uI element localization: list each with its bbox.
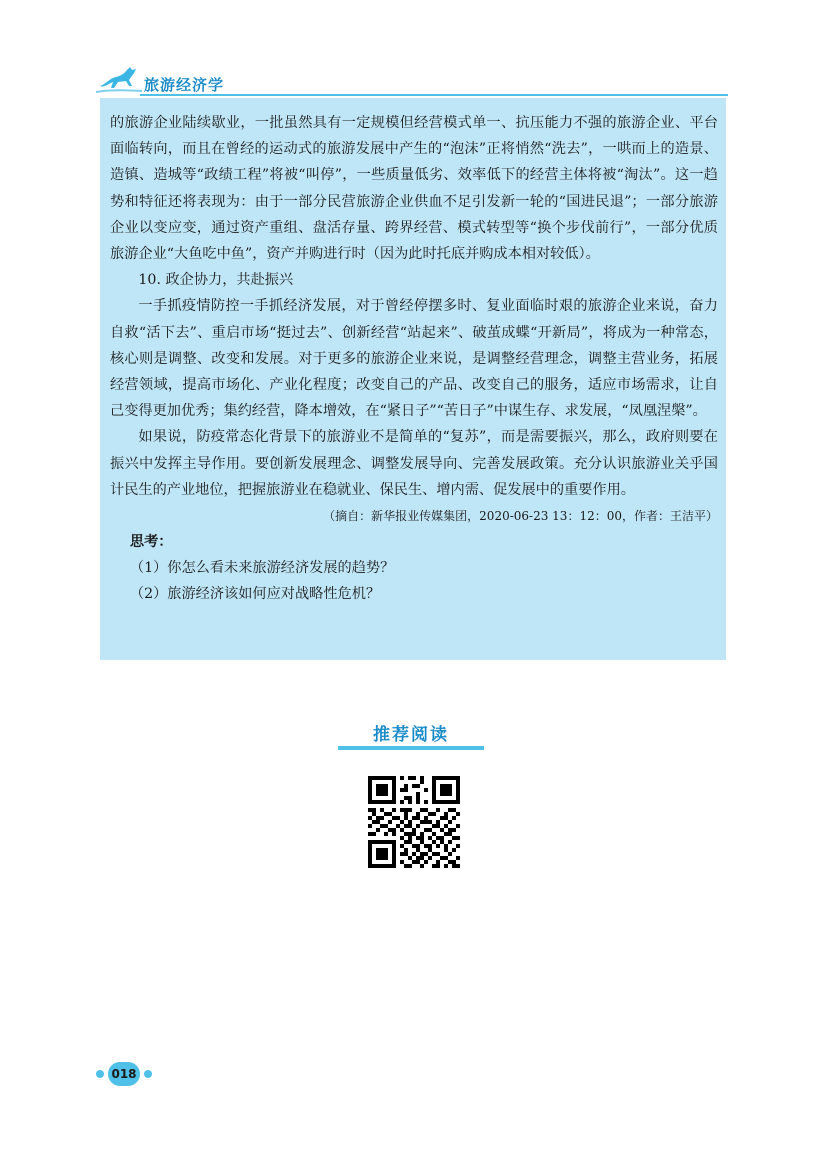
question-2: （2）旅游经济该如何应对战略性危机？ [129, 586, 381, 603]
paragraph-1: 的旅游企业陆续歇业，一批虽然具有一定规模但经营模式单一、抗压能力不强的旅游企业、平台面临转向，而且在曾经的运动式的旅游发展中产生的“泡沫”正将悄然“洗去”，一哄而上的造景、造镇、造城等“政绩工程”将被“叫停”，一些质量低劣、效率低下的经营主体将被“淘汰”。这一趋势和特征还将表现为：由于一部分民营旅游企业供血不足引发新一轮的“国进民退”；一部分旅游企业以变应变，通过资产重组、盘活存量、跨界经营、模式转型等“换个步伐前行”，一部分优质旅游企业“大鱼吃中鱼”，资产并购进行时（因为此时托底并购成本相对较低）。 [110, 115, 718, 263]
section-heading: 10. 政企协力，共赴振兴 [138, 272, 294, 289]
qr-code-icon[interactable] [368, 776, 460, 868]
page-number-pill: 018 [108, 1062, 140, 1086]
case-study-text [110, 110, 718, 608]
header-rule [140, 94, 728, 96]
recommended-reading-label: 推荐阅读 [373, 725, 449, 745]
paragraph-2: 一手抓疫情防控一手抓经济发展，对于曾经停摆多时、复业面临时艰的旅游企业来说，奋力自救“活下去”、重启市场“挺过去”、创新经营“站起来”、破茧成蝶“开新局”，将成为一种常态，核心则是调整、改变和发展。对于更多的旅游企业来说，是调整经营理念，调整主营业务，拓展经营领域，提高市场化、产业化程度；改变自己的产品、改变自己的服务，适应市场需求，让自己变得更加优秀；集约经营，降本增效，在“紧日子”“苦日子”中谋生存、求发展，“凤凰涅槃”。 [110, 298, 718, 420]
recommended-reading [338, 720, 484, 750]
question-1: （1）你怎么看未来旅游经济发展的趋势？ [129, 560, 395, 577]
recommended-reading-underline [338, 746, 484, 750]
book-title: 旅游经济学 [144, 76, 225, 94]
horse-icon [96, 64, 142, 94]
page-number [96, 1062, 156, 1086]
source-citation: （摘自：新华报业传媒集团，2020-06-23 13：12：00，作者：王洁平） [323, 509, 718, 524]
think-heading: 思考： [129, 534, 173, 551]
page-number-dot-left [96, 1070, 104, 1078]
running-header [96, 62, 728, 98]
page-number-dot-right [144, 1070, 152, 1078]
paragraph-3: 如果说，防疫常态化背景下的旅游业不是简单的“复苏”，而是需要振兴，那么，政府则要在振兴中发挥主导作用。要创新发展理念、调整发展导向、完善发展政策。充分认识旅游业关乎国计民生的产业地位，把握旅游业在稳就业、保民生、增内需、促发展中的重要作用。 [110, 429, 718, 498]
